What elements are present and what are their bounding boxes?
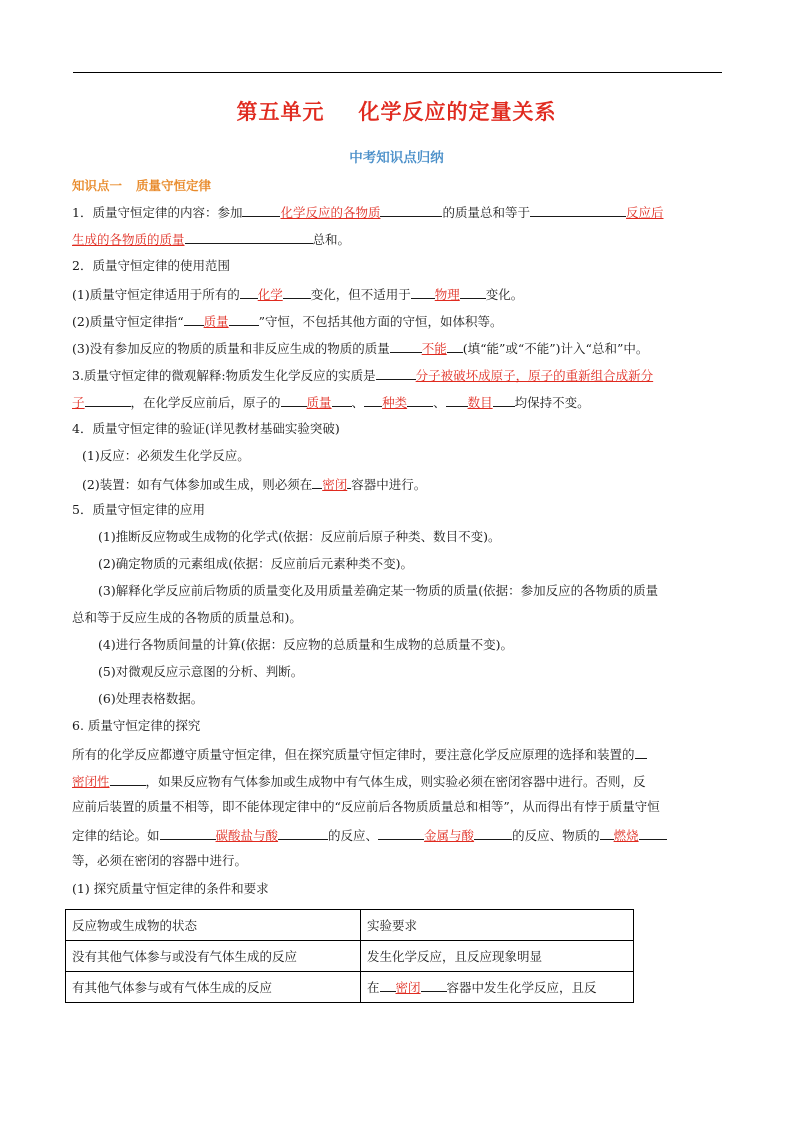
s6-para-line1: 所有的化学反应都遵守质量守恒定律，但在探究质量守恒定律时，要注意化学反应原理的选择和装置的 bbox=[72, 745, 724, 763]
table-header-cell: 实验要求 bbox=[361, 910, 634, 941]
header-rule bbox=[73, 72, 722, 73]
s4-heading: 4．质量守恒定律的验证(详见教材基础实验突破) bbox=[72, 421, 340, 436]
answer: 碳酸盐与酸 bbox=[215, 828, 279, 843]
title-topic: 化学反应的定量关系 bbox=[358, 100, 557, 124]
answer: 生成的各物质的质量 bbox=[72, 232, 185, 247]
answer: 物理 bbox=[434, 287, 460, 302]
s6-heading: 6. 质量守恒定律的探究 bbox=[72, 718, 201, 733]
conditions-table bbox=[65, 909, 634, 1003]
s5-heading: 5．质量守恒定律的应用 bbox=[72, 502, 205, 517]
answer: 密闭 bbox=[322, 477, 348, 492]
s5-line5: (5)对微观反应示意图的分析、判断。 bbox=[98, 664, 304, 679]
answer: 分子被破坏成原子，原子的重新组合成新分 bbox=[415, 368, 654, 383]
answer: 质量 bbox=[203, 314, 229, 329]
s5-line6: (6)处理表格数据。 bbox=[98, 691, 204, 706]
s5-line3-cont: 总和等于反应生成的各物质的质量总和)。 bbox=[72, 610, 302, 625]
s6-para-line4: 定律的结论。如 碳酸盐与酸 的反应、 金属与酸 的反应、物质的 燃烧 bbox=[72, 826, 724, 844]
s6-sub-heading: (1) 探究质量守恒定律的条件和要求 bbox=[72, 881, 269, 896]
table-cell: 在 密闭 容器中发生化学反应，且反 bbox=[361, 972, 634, 1003]
s3-line1: 3.质量守恒定律的微观解释:物质发生化学反应的实质是 分子被破坏成原子，原子的重新组合成新分 bbox=[72, 368, 654, 383]
s6-para-line2: 密闭性 ，如果反应物有气体参加或生成物中有气体生成，则实验必须在密闭容器中进行。否则，反 bbox=[72, 774, 646, 789]
answer: 化学反应的各物质 bbox=[280, 205, 381, 220]
answer: 密闭性 bbox=[72, 774, 110, 789]
answer: 子 bbox=[72, 395, 85, 410]
table-cell: 没有其他气体参与或没有气体生成的反应 bbox=[66, 941, 361, 972]
s5-line4: (4)进行各物质间量的计算(依据：反应物的总质量和生成物的总质量不变)。 bbox=[98, 637, 513, 652]
s5-line2: (2)确定物质的元素组成(依据：反应前后元素种类不变)。 bbox=[98, 556, 413, 571]
s5-line1: (1)推断反应物或生成物的化学式(依据：反应前后原子种类、数目不变)。 bbox=[98, 529, 501, 544]
s6-para-line3: 应前后装置的质量不相等，即不能体现定律中的“反应前后各物质质量总和相等”，从而得出有悖于质量守恒 bbox=[72, 799, 660, 814]
table-row bbox=[66, 941, 634, 972]
s4-line1: (1)反应：必须发生化学反应。 bbox=[82, 448, 250, 463]
s3-line2: 子 ，在化学反应前后，原子的 质量 、 种类 、 数目 均保持不变。 bbox=[72, 395, 590, 410]
s2-line1: (1)质量守恒定律适用于所有的 化学 变化，但不适用于 物理 变化。 bbox=[72, 287, 524, 302]
section-subtitle: 中考知识点归纳 bbox=[349, 150, 444, 166]
page-title bbox=[0, 96, 793, 126]
table-cell: 有其他气体参与或有气体生成的反应 bbox=[66, 972, 361, 1003]
answer: 密闭 bbox=[395, 980, 421, 995]
table-header-cell: 反应物或生成物的状态 bbox=[66, 910, 361, 941]
title-unit: 第五单元 bbox=[236, 100, 325, 124]
answer: 不能 bbox=[421, 341, 447, 356]
answer: 数目 bbox=[467, 395, 493, 410]
s6-para-line5: 等，必须在密闭的容器中进行。 bbox=[72, 853, 248, 868]
answer: 种类 bbox=[382, 395, 408, 410]
knowledge-point-heading: 知识点一 质量守恒定律 bbox=[72, 178, 212, 193]
s1-line2: 生成的各物质的质量 总和。 bbox=[72, 232, 351, 247]
answer: 金属与酸 bbox=[424, 828, 475, 843]
s4-line2: (2)装置：如有气体参加或生成，则必须在 密闭 容器中进行。 bbox=[82, 477, 427, 492]
s1-line1: 1．质量守恒定律的内容：参加 化学反应的各物质 的质量总和等于 反应后 bbox=[72, 205, 664, 220]
table-row bbox=[66, 910, 634, 941]
answer: 化学 bbox=[257, 287, 283, 302]
table-cell: 发生化学反应，且反应现象明显 bbox=[361, 941, 634, 972]
s2-line2: (2)质量守恒定律指“ 质量 ”守恒，不包括其他方面的守恒，如体积等。 bbox=[72, 314, 503, 329]
s5-line3: (3)解释化学反应前后物质的质量变化及用质量差确定某一物质的质量(依据：参加反应的各物质的质量 bbox=[98, 583, 659, 598]
answer: 燃烧 bbox=[613, 828, 639, 843]
s2-heading: 2．质量守恒定律的使用范围 bbox=[72, 258, 230, 273]
s2-line3: (3)没有参加反应的物质的质量和非反应生成的物质的质量 不能 (填“能”或“不能”)计入“总和”中。 bbox=[72, 341, 649, 356]
answer: 反应后 bbox=[626, 205, 664, 220]
answer: 质量 bbox=[306, 395, 332, 410]
table-row bbox=[66, 972, 634, 1003]
